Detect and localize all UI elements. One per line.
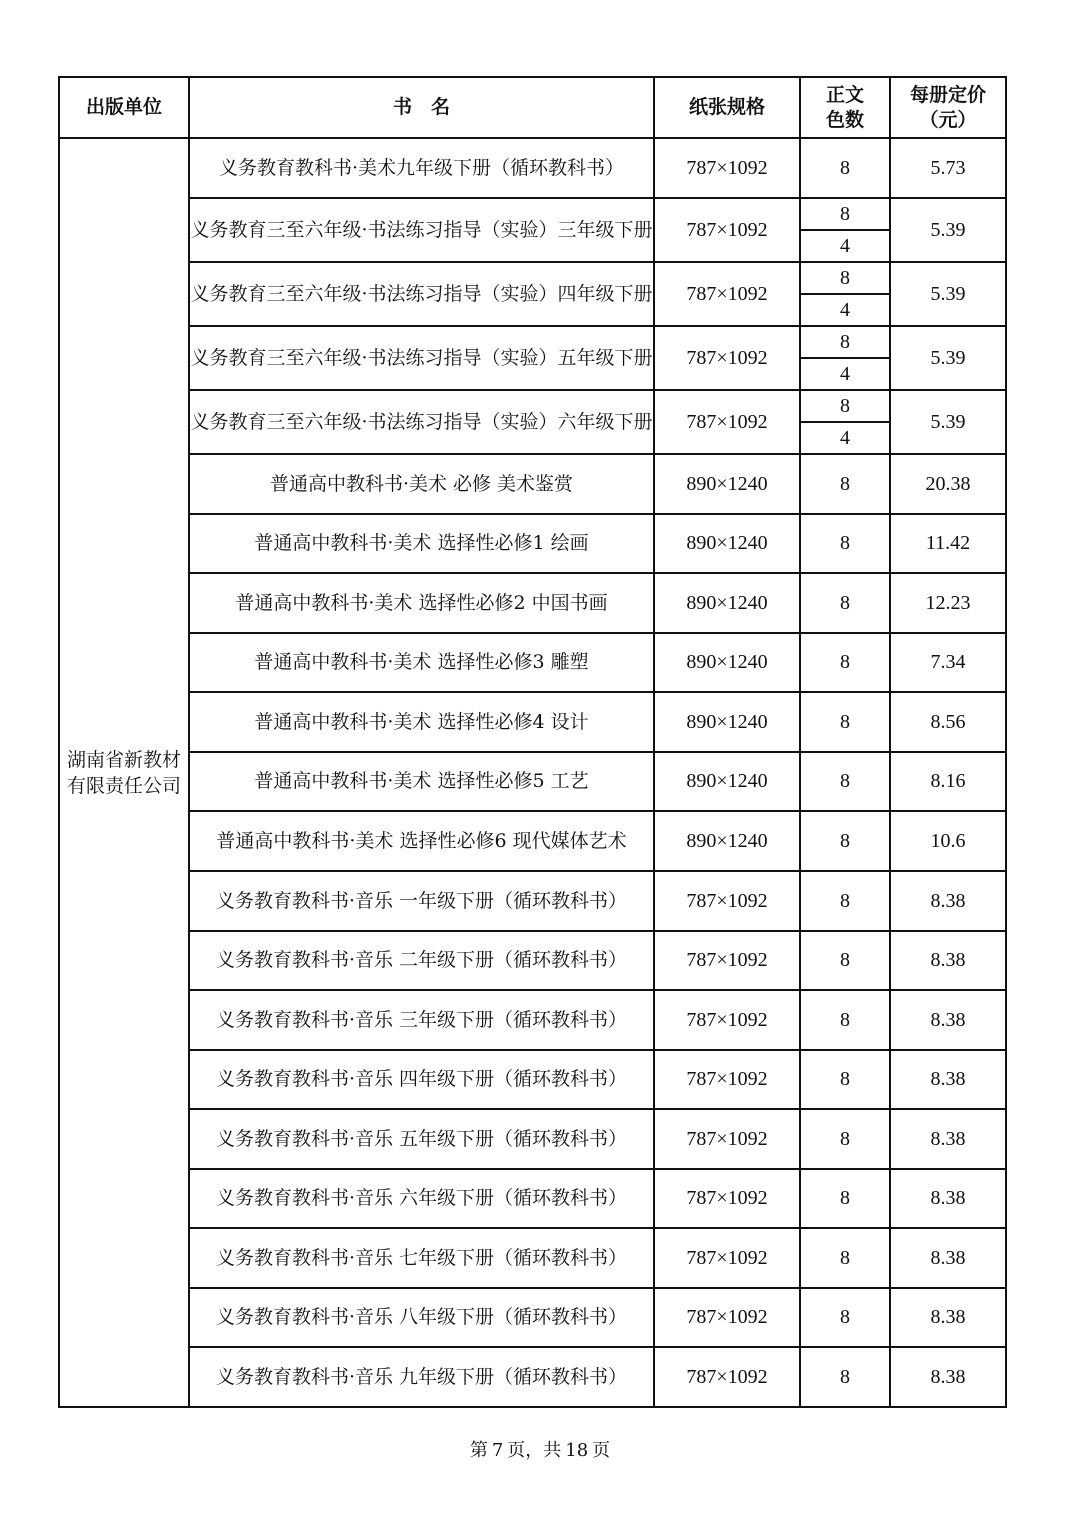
color-count-cell: 8 [800, 1109, 890, 1169]
table-row [59, 326, 1006, 358]
paper-size-cell: 787×1092 [654, 1288, 800, 1347]
footer-page-prefix: 第 [469, 1440, 488, 1461]
book-title-cell: 义务教育教科书·音乐 一年级下册（循环教科书） [189, 871, 654, 931]
price-cell: 8.56 [890, 692, 1006, 752]
price-cell: 8.38 [890, 1050, 1006, 1109]
table-row [59, 454, 1006, 514]
paper-size-cell: 787×1092 [654, 326, 800, 390]
table-row [59, 811, 1006, 871]
table-row [59, 752, 1006, 811]
table-row [59, 573, 1006, 633]
paper-size-cell: 787×1092 [654, 1050, 800, 1109]
table-row [59, 1169, 1006, 1228]
header-paper: 纸张规格 [654, 77, 800, 138]
table-row [59, 262, 1006, 294]
table-row [59, 390, 1006, 422]
paper-size-cell: 787×1092 [654, 138, 800, 198]
book-title-cell: 义务教育教科书·美术九年级下册（循环教科书） [189, 138, 654, 198]
paper-size-cell: 890×1240 [654, 692, 800, 752]
header-price-line2: （元） [919, 108, 977, 131]
color-count-cell: 4 [800, 230, 890, 262]
paper-size-cell: 890×1240 [654, 573, 800, 633]
header-colors-line1: 正文 [825, 83, 864, 106]
price-cell: 12.23 [890, 573, 1006, 633]
paper-size-cell: 890×1240 [654, 752, 800, 811]
book-title-cell: 普通高中教科书·美术 必修 美术鉴赏 [189, 454, 654, 514]
price-cell: 20.38 [890, 454, 1006, 514]
table-row [59, 692, 1006, 752]
table-row [59, 1288, 1006, 1347]
book-title-cell: 义务教育教科书·音乐 八年级下册（循环教科书） [189, 1288, 654, 1347]
book-title-cell: 普通高中教科书·美术 选择性必修5 工艺 [189, 752, 654, 811]
paper-size-cell: 787×1092 [654, 931, 800, 990]
paper-size-cell: 787×1092 [654, 1347, 800, 1407]
table-row [59, 871, 1006, 931]
price-cell: 8.38 [890, 1109, 1006, 1169]
price-cell: 8.16 [890, 752, 1006, 811]
table-header-row [59, 77, 1006, 138]
table-row [59, 990, 1006, 1050]
table-row [59, 1109, 1006, 1169]
book-title-cell: 义务教育教科书·音乐 四年级下册（循环教科书） [189, 1050, 654, 1109]
book-title-cell: 义务教育三至六年级·书法练习指导（实验）四年级下册 [189, 262, 654, 326]
price-cell: 8.38 [890, 1347, 1006, 1407]
price-cell: 5.73 [890, 138, 1006, 198]
color-count-cell: 8 [800, 1050, 890, 1109]
book-title-cell: 义务教育三至六年级·书法练习指导（实验）六年级下册 [189, 390, 654, 454]
price-cell: 8.38 [890, 931, 1006, 990]
table-row [59, 1347, 1006, 1407]
color-count-cell: 4 [800, 358, 890, 390]
color-count-cell: 8 [800, 262, 890, 294]
paper-size-cell: 890×1240 [654, 633, 800, 692]
header-price-line1: 每册定价 [909, 83, 986, 106]
book-title-cell: 义务教育教科书·音乐 六年级下册（循环教科书） [189, 1169, 654, 1228]
paper-size-cell: 890×1240 [654, 811, 800, 871]
paper-size-cell: 787×1092 [654, 1169, 800, 1228]
paper-size-cell: 787×1092 [654, 198, 800, 262]
footer-page-suffix: 页 [592, 1440, 611, 1461]
paper-size-cell: 787×1092 [654, 1109, 800, 1169]
paper-size-cell: 787×1092 [654, 871, 800, 931]
header-publisher: 出版单位 [59, 77, 189, 138]
book-title-cell: 义务教育教科书·音乐 九年级下册（循环教科书） [189, 1347, 654, 1407]
paper-size-cell: 787×1092 [654, 262, 800, 326]
price-cell: 5.39 [890, 262, 1006, 326]
price-cell: 7.34 [890, 633, 1006, 692]
book-title-cell: 普通高中教科书·美术 选择性必修1 绘画 [189, 514, 654, 573]
paper-size-cell: 787×1092 [654, 1228, 800, 1288]
color-count-cell: 8 [800, 931, 890, 990]
paper-size-cell: 787×1092 [654, 990, 800, 1050]
color-count-cell: 8 [800, 1228, 890, 1288]
book-title-cell: 普通高中教科书·美术 选择性必修6 现代媒体艺术 [189, 811, 654, 871]
paper-size-cell: 890×1240 [654, 454, 800, 514]
publisher-cell: 湖南省新教材有限责任公司 [59, 138, 189, 1407]
book-title-cell: 义务教育教科书·音乐 七年级下册（循环教科书） [189, 1228, 654, 1288]
color-count-cell: 8 [800, 633, 890, 692]
header-colors-line2: 色数 [825, 108, 864, 131]
table-body [59, 138, 1006, 1407]
book-title-cell: 普通高中教科书·美术 选择性必修4 设计 [189, 692, 654, 752]
color-count-cell: 4 [800, 422, 890, 454]
color-count-cell: 8 [800, 198, 890, 230]
color-count-cell: 8 [800, 692, 890, 752]
color-count-cell: 8 [800, 390, 890, 422]
color-count-cell: 8 [800, 1347, 890, 1407]
book-title-cell: 义务教育教科书·音乐 五年级下册（循环教科书） [189, 1109, 654, 1169]
footer-page-current: 7 [491, 1440, 504, 1461]
table-row [59, 1228, 1006, 1288]
price-cell: 10.6 [890, 811, 1006, 871]
page-footer [0, 1436, 1080, 1462]
table-row [59, 514, 1006, 573]
book-title-cell: 义务教育三至六年级·书法练习指导（实验）五年级下册 [189, 326, 654, 390]
header-price [890, 77, 1006, 138]
table-row [59, 1050, 1006, 1109]
color-count-cell: 8 [800, 514, 890, 573]
header-title: 书 名 [189, 77, 654, 138]
price-cell: 8.38 [890, 1169, 1006, 1228]
book-title-cell: 义务教育三至六年级·书法练习指导（实验）三年级下册 [189, 198, 654, 262]
color-count-cell: 8 [800, 811, 890, 871]
paper-size-cell: 890×1240 [654, 514, 800, 573]
color-count-cell: 4 [800, 294, 890, 326]
price-cell: 11.42 [890, 514, 1006, 573]
footer-page-mid: 页，共 [507, 1440, 562, 1461]
color-count-cell: 8 [800, 1169, 890, 1228]
price-cell: 5.39 [890, 198, 1006, 262]
color-count-cell: 8 [800, 1288, 890, 1347]
header-colors [800, 77, 890, 138]
price-cell: 8.38 [890, 1228, 1006, 1288]
price-cell: 8.38 [890, 990, 1006, 1050]
color-count-cell: 8 [800, 990, 890, 1050]
price-cell: 8.38 [890, 871, 1006, 931]
book-title-cell: 普通高中教科书·美术 选择性必修3 雕塑 [189, 633, 654, 692]
book-title-cell: 义务教育教科书·音乐 二年级下册（循环教科书） [189, 931, 654, 990]
table-row [59, 633, 1006, 692]
color-count-cell: 8 [800, 871, 890, 931]
price-table [58, 76, 1007, 1408]
table-row [59, 138, 1006, 198]
color-count-cell: 8 [800, 138, 890, 198]
table-row [59, 931, 1006, 990]
paper-size-cell: 787×1092 [654, 390, 800, 454]
price-cell: 5.39 [890, 326, 1006, 390]
color-count-cell: 8 [800, 573, 890, 633]
color-count-cell: 8 [800, 752, 890, 811]
color-count-cell: 8 [800, 454, 890, 514]
book-title-cell: 普通高中教科书·美术 选择性必修2 中国书画 [189, 573, 654, 633]
footer-page-total: 18 [565, 1440, 589, 1461]
price-cell: 5.39 [890, 390, 1006, 454]
table-row [59, 198, 1006, 230]
price-cell: 8.38 [890, 1288, 1006, 1347]
color-count-cell: 8 [800, 326, 890, 358]
book-title-cell: 义务教育教科书·音乐 三年级下册（循环教科书） [189, 990, 654, 1050]
